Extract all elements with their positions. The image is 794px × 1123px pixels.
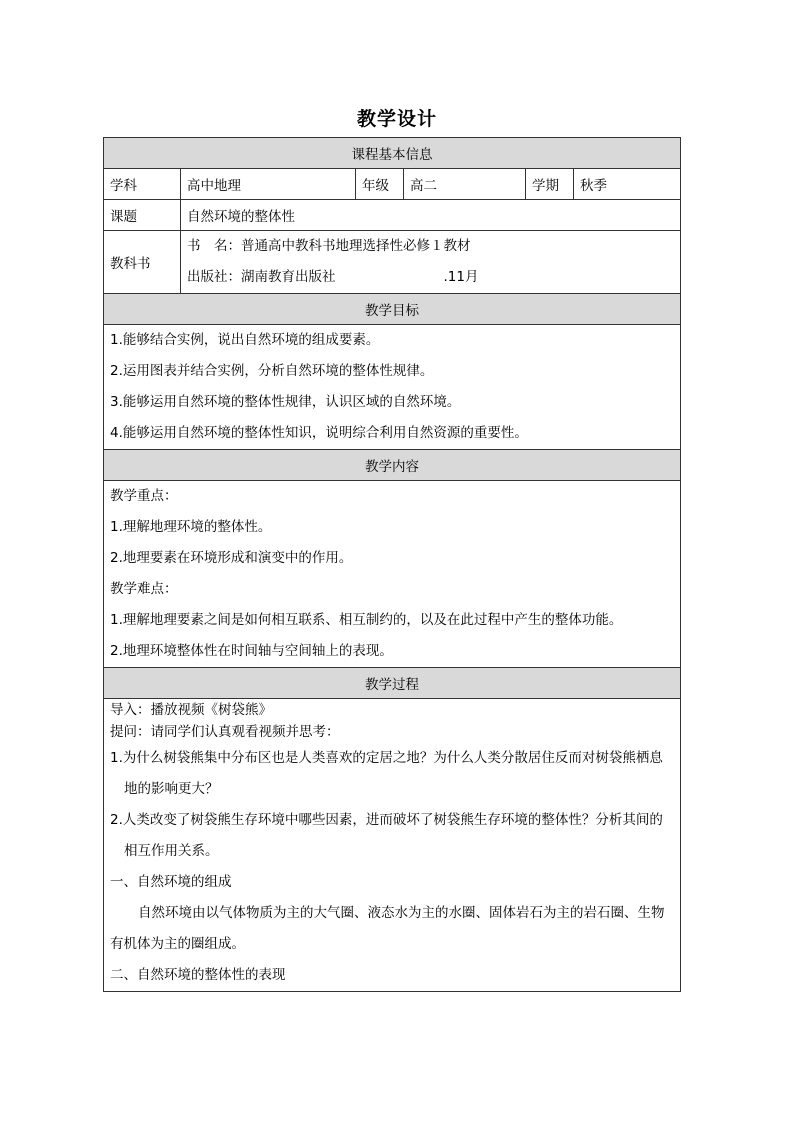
textbook-label: 教科书: [104, 231, 181, 294]
document-title: 教学设计: [356, 108, 437, 130]
process-question-item: 2.人类改变了树袋熊生存环境中哪些因素，进而破坏了树袋熊生存环境的整体性？分析其间的相互作用关系。: [110, 812, 663, 859]
objective-item: 4.能够运用自然环境的整体性知识，说明综合利用自然资源的重要性。: [110, 425, 528, 441]
textbook-details: [181, 231, 681, 294]
objective-item: 2.运用图表并结合实例，分析自然环境的整体性规律。: [110, 363, 434, 379]
topic-label: 课题: [104, 200, 181, 231]
subject-label: 学科: [104, 169, 181, 200]
term-value: 秋季: [574, 169, 681, 200]
key-points-label: 教学重点：: [110, 488, 178, 504]
difficulty-item: 1.理解地理要素之间是如何相互联系、相互制约的，以及在此过程中产生的整体功能。: [110, 612, 623, 628]
process-question-prompt: 提问：请同学们认真观看视频并思考：: [110, 724, 340, 740]
objective-item: 1.能够结合实例，说出自然环境的组成要素。: [110, 332, 380, 348]
process-intro: 导入：播放视频《树袋熊》: [110, 702, 272, 718]
content-body: [104, 481, 681, 668]
grade-label: 年级: [356, 169, 404, 200]
textbook-publisher: 出版社：湖南教育出版社 .11月: [187, 269, 479, 285]
objectives-list: [104, 325, 681, 450]
term-label: 学期: [526, 169, 574, 200]
objective-item: 3.能够运用自然环境的整体性规律，认识区域的自然环境。: [110, 394, 461, 410]
lesson-plan-table: [103, 137, 681, 992]
grade-value: 高二: [404, 169, 526, 200]
difficulties-label: 教学难点：: [110, 581, 178, 597]
process-heading: 二、自然环境的整体性的表现: [110, 967, 286, 983]
section-header-content: 教学内容: [104, 450, 681, 481]
process-body: [104, 699, 681, 992]
section-header-process: 教学过程: [104, 668, 681, 699]
section-header-objectives: 教学目标: [104, 294, 681, 325]
process-paragraph: 自然环境由以气体物质为主的大气圈、液态水为主的水圈、固体岩石为主的岩石圈、生物有机体为主的圈组成。: [110, 905, 665, 952]
subject-value: 高中地理: [181, 169, 356, 200]
process-question-item: 1.为什么树袋熊集中分布区也是人类喜欢的定居之地？为什么人类分散居住反而对树袋熊栖息地的影响更大？: [110, 750, 663, 797]
section-header-basic-info: 课程基本信息: [104, 138, 681, 169]
process-heading: 一、自然环境的组成: [110, 874, 232, 890]
difficulty-item: 2.地理环境整体性在时间轴与空间轴上的表现。: [110, 643, 393, 659]
textbook-book-name: 书 名：普通高中教科书地理选择性必修１教材: [187, 238, 471, 254]
key-point-item: 2.地理要素在环境形成和演变中的作用。: [110, 550, 353, 566]
topic-value: 自然环境的整体性: [181, 200, 681, 231]
key-point-item: 1.理解地理环境的整体性。: [110, 519, 272, 535]
